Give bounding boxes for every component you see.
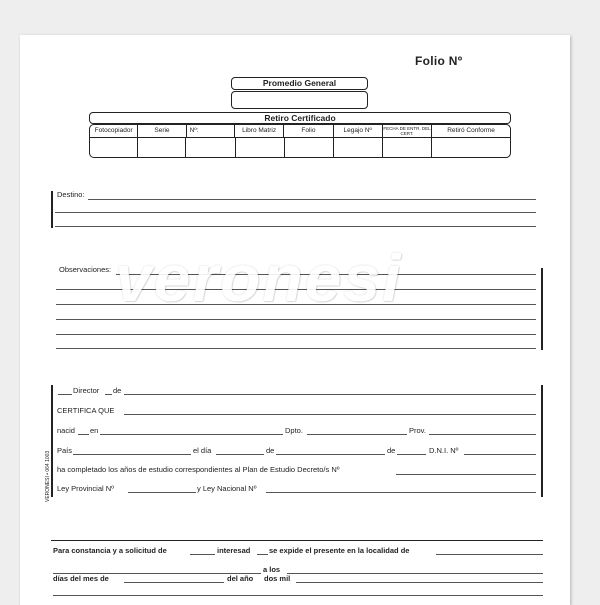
observaciones-right-bar: [541, 268, 543, 350]
dias-label: días del mes de: [53, 574, 109, 583]
th-fotocopiador: Fotocopiador: [90, 125, 138, 137]
th-retiro-conforme: Retiró Conforme: [447, 127, 495, 134]
nacid-label: nacid: [57, 426, 75, 435]
observaciones-line-4[interactable]: [56, 319, 536, 320]
director-line[interactable]: [124, 394, 536, 395]
en-line[interactable]: [100, 434, 283, 435]
de-ano-label: de: [387, 446, 396, 455]
destino-left-bar: [51, 191, 53, 228]
observaciones-line-5[interactable]: [56, 334, 536, 335]
cert-left-bar: [51, 385, 53, 497]
ley-nacional-label: y Ley Nacional Nº: [197, 484, 257, 493]
cell-retiro-conforme[interactable]: [432, 138, 510, 157]
th-fecha-entrega: FECHA DE ENTR. DEL CERT.: [383, 125, 431, 136]
de-mes-label: de: [266, 446, 275, 455]
mes-line[interactable]: [276, 454, 385, 455]
cell-legajo[interactable]: [334, 138, 383, 157]
ano-line[interactable]: [397, 454, 426, 455]
th-libro-matriz: Libro Matriz: [235, 125, 284, 137]
cert-right-bar: [541, 385, 543, 497]
a-los-line[interactable]: [287, 573, 543, 574]
expide-label: se expide el presente en la localidad de: [269, 546, 410, 555]
solicitud-line[interactable]: [190, 554, 215, 555]
dia-line[interactable]: [216, 454, 264, 455]
bottom-extra-line[interactable]: [53, 595, 543, 596]
dni-line[interactable]: [464, 454, 536, 455]
cell-numero[interactable]: [186, 138, 235, 157]
th-legajo: Legajo Nº: [334, 125, 383, 137]
dni-label: D.N.I. Nº: [429, 446, 459, 455]
side-code: VERONESI • 064 1003: [45, 450, 51, 502]
retiro-table-header: [90, 125, 510, 138]
th-serie: Serie: [138, 125, 186, 137]
cell-fotocopiador[interactable]: [90, 138, 138, 157]
folio-label: Folio Nº: [415, 54, 463, 68]
form-sheet: [20, 35, 570, 605]
dos-mil-line[interactable]: [296, 582, 543, 583]
observaciones-line-6[interactable]: [56, 348, 536, 349]
veronesi-watermark: veronesi: [115, 241, 403, 315]
director-label: Director: [73, 386, 100, 395]
mes-bottom-line[interactable]: [124, 582, 224, 583]
del-ano-label: del año: [227, 574, 254, 583]
destino-line-1[interactable]: [88, 199, 536, 200]
localidad-line[interactable]: [436, 554, 543, 555]
destino-label: Destino:: [57, 190, 85, 199]
constancia-label: Para constancia y a solicitud de: [53, 546, 167, 555]
decreto-line[interactable]: [396, 474, 536, 475]
director-de-label: de: [113, 386, 122, 395]
pais-label: País: [57, 446, 73, 455]
certifica-label: CERTIFICA QUE: [57, 406, 115, 415]
dos-mil-label: dos mil: [264, 574, 291, 583]
el-dia-label: el día: [193, 446, 212, 455]
th-folio: Folio: [284, 125, 333, 137]
prov-line[interactable]: [429, 434, 536, 435]
prov-label: Prov.: [409, 426, 426, 435]
observaciones-label: Observaciones:: [59, 265, 112, 274]
interesad-gap-line[interactable]: [257, 554, 268, 555]
th-numero: Nº:: [187, 125, 235, 137]
retiro-table: [89, 124, 511, 158]
pais-line[interactable]: [73, 454, 191, 455]
completado-label: ha completado los años de estudio correspondientes al Plan de Estudio Decreto/s Nº: [57, 465, 340, 474]
promedio-general-label: Promedio General: [262, 78, 337, 88]
interesad-label: interesad: [217, 546, 251, 555]
retiro-certificado-label: Retiro Certificado: [264, 113, 336, 123]
cell-libro-matriz[interactable]: [236, 138, 285, 157]
dpto-label: Dpto.: [285, 426, 303, 435]
director-prefix-line[interactable]: [58, 394, 72, 395]
cell-fecha-entrega[interactable]: [383, 138, 432, 157]
cell-folio[interactable]: [285, 138, 334, 157]
destino-line-3[interactable]: [55, 226, 536, 227]
ley-provincial-line[interactable]: [128, 492, 196, 493]
cell-serie[interactable]: [138, 138, 186, 157]
director-gap-line[interactable]: [105, 394, 112, 395]
en-label: en: [90, 426, 99, 435]
promedio-general-box[interactable]: [231, 91, 368, 109]
promedio-general-header: [231, 77, 368, 90]
ley-nacional-line[interactable]: [266, 492, 536, 493]
dpto-line[interactable]: [307, 434, 407, 435]
certifica-line[interactable]: [124, 414, 536, 415]
nacid-gap-line[interactable]: [78, 434, 89, 435]
ley-provincial-label: Ley Provincial Nº: [57, 484, 114, 493]
a-los-label: a los: [263, 565, 281, 574]
retiro-table-row: [90, 138, 510, 157]
destino-line-2[interactable]: [55, 212, 536, 213]
constancia-top-rule: [51, 540, 543, 541]
retiro-certificado-header: [89, 112, 511, 124]
